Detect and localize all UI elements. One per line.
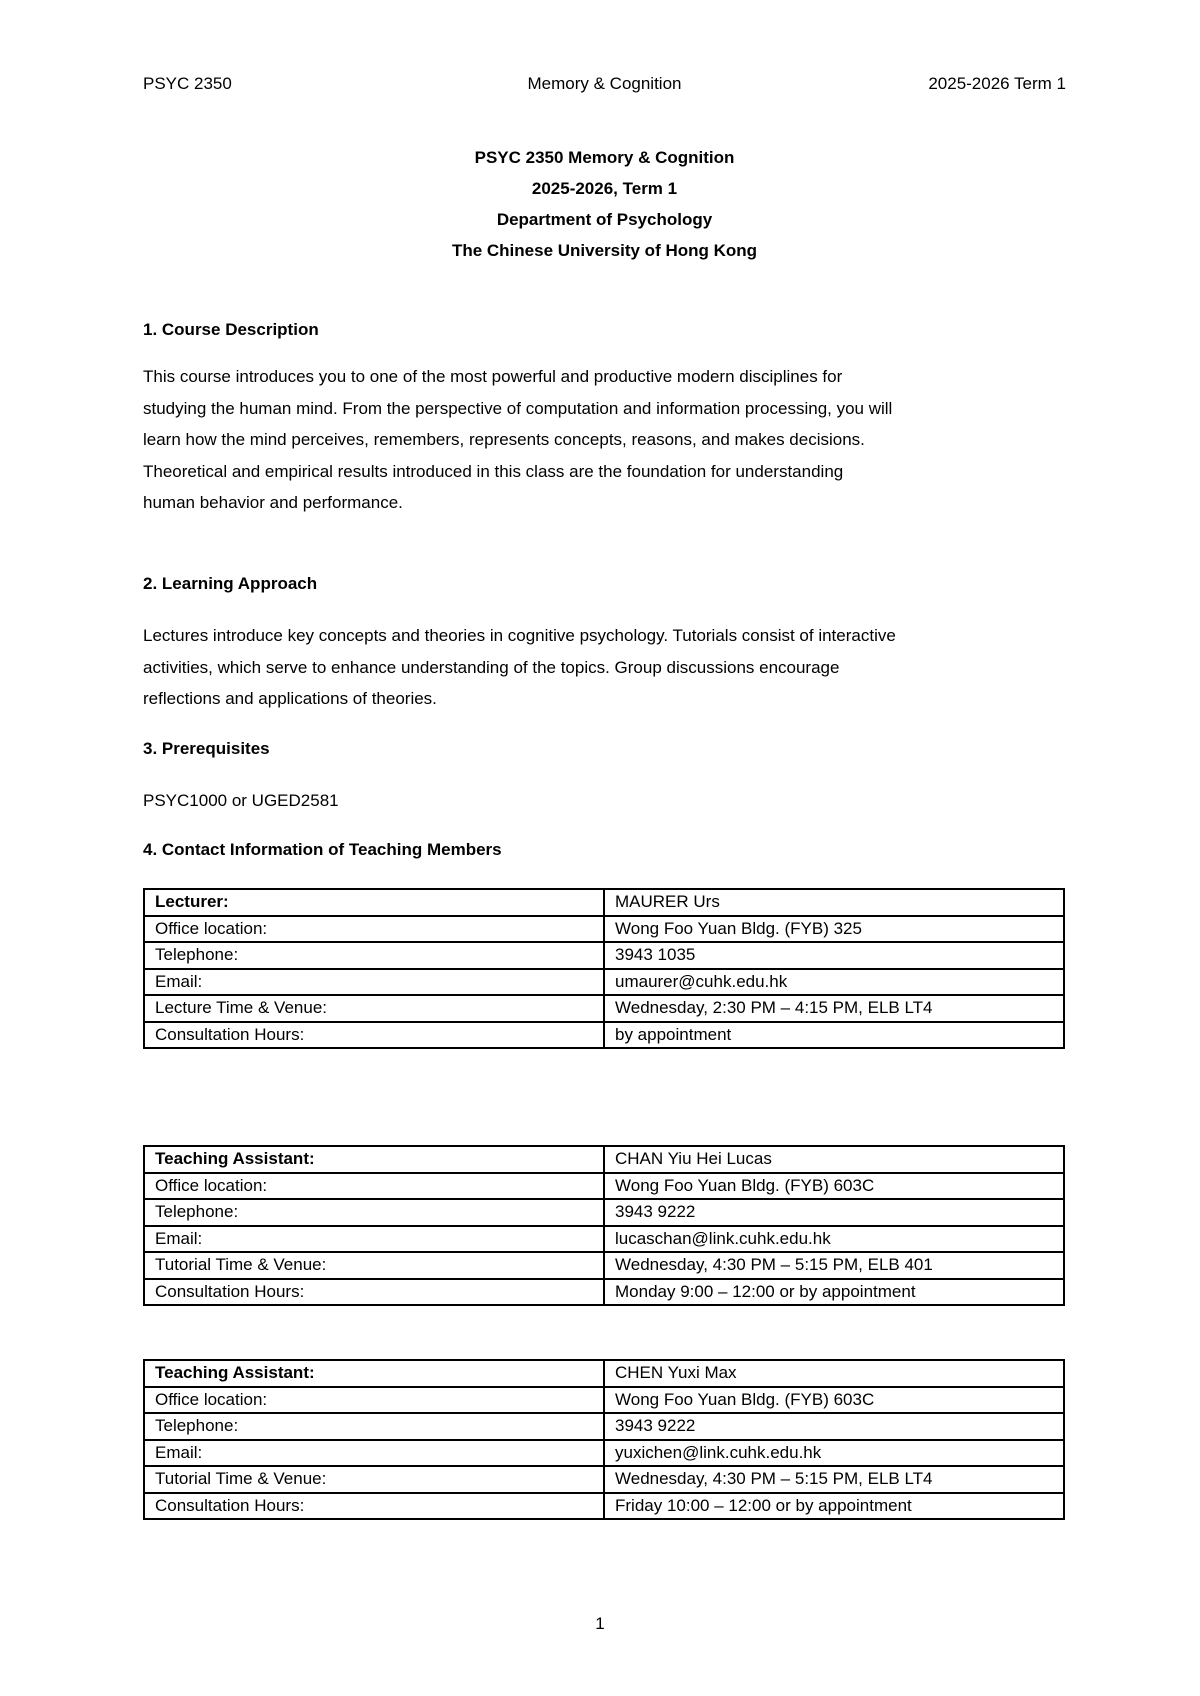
table-row xyxy=(144,889,1064,916)
row-value: Monday 9:00 – 12:00 or by appointment xyxy=(604,1279,1064,1306)
document-title xyxy=(143,146,1066,270)
lecturer-contact-table xyxy=(143,888,1065,1049)
row-value: 3943 9222 xyxy=(604,1199,1064,1226)
row-value: lucaschan@link.cuhk.edu.hk xyxy=(604,1226,1064,1253)
row-label: Office location: xyxy=(144,1173,604,1200)
table-row xyxy=(144,995,1064,1022)
row-label: Telephone: xyxy=(144,1413,604,1440)
row-label: Teaching Assistant: xyxy=(144,1146,604,1173)
table-row xyxy=(144,1226,1064,1253)
heading-course-description: 1. Course Description xyxy=(143,320,319,339)
learning-approach-line: activities, which serve to enhance understanding of the topics. Group discussions encourage xyxy=(143,657,840,677)
row-label: Telephone: xyxy=(144,942,604,969)
table-row xyxy=(144,1146,1064,1173)
course-description-line: learn how the mind perceives, remembers, represents concepts, reasons, and makes decisions. xyxy=(143,430,865,449)
ta-chan-contact-table xyxy=(143,1145,1065,1306)
table-row xyxy=(144,942,1064,969)
row-label: Lecturer: xyxy=(144,889,604,916)
table-row xyxy=(144,1199,1064,1226)
row-value: Wednesday, 4:30 PM – 5:15 PM, ELB LT4 xyxy=(604,1466,1064,1493)
table-row xyxy=(144,1387,1064,1414)
row-label: Tutorial Time & Venue: xyxy=(144,1466,604,1493)
row-label: Teaching Assistant: xyxy=(144,1360,604,1387)
table-row xyxy=(144,1440,1064,1467)
table-row xyxy=(144,1252,1064,1279)
row-value: 3943 1035 xyxy=(604,942,1064,969)
heading-contact-information: 4. Contact Information of Teaching Members xyxy=(143,840,502,859)
row-value: Wong Foo Yuan Bldg. (FYB) 325 xyxy=(604,916,1064,943)
row-value: CHAN Yiu Hei Lucas xyxy=(604,1146,1064,1173)
course-description-paragraph xyxy=(143,361,1073,519)
row-label: Consultation Hours: xyxy=(144,1279,604,1306)
row-label: Office location: xyxy=(144,1387,604,1414)
table-row xyxy=(144,1279,1064,1306)
row-value: Friday 10:00 – 12:00 or by appointment xyxy=(604,1493,1064,1520)
row-label: Lecture Time & Venue: xyxy=(144,995,604,1022)
table-row xyxy=(144,1022,1064,1049)
row-value: yuxichen@link.cuhk.edu.hk xyxy=(604,1440,1064,1467)
title-department: Department of Psychology xyxy=(496,210,713,229)
running-header xyxy=(143,74,1066,98)
ta-chen-contact-table xyxy=(143,1359,1065,1520)
row-label: Email: xyxy=(144,1226,604,1253)
learning-approach-paragraph xyxy=(143,620,1073,715)
row-value: CHEN Yuxi Max xyxy=(604,1360,1064,1387)
row-label: Tutorial Time & Venue: xyxy=(144,1252,604,1279)
table-row xyxy=(144,1173,1064,1200)
learning-approach-line: reflections and applications of theories. xyxy=(143,689,437,708)
table-row xyxy=(144,916,1064,943)
course-description-line: studying the human mind. From the perspective of computation and information processing, you will xyxy=(143,398,893,418)
row-label: Email: xyxy=(144,969,604,996)
page-number: 1 xyxy=(595,1614,605,1633)
row-value: umaurer@cuhk.edu.hk xyxy=(604,969,1064,996)
title-university: The Chinese University of Hong Kong xyxy=(451,241,758,260)
row-value: by appointment xyxy=(604,1022,1064,1049)
learning-approach-line: Lectures introduce key concepts and theories in cognitive psychology. Tutorials consist of interactive xyxy=(143,626,896,645)
row-value: Wong Foo Yuan Bldg. (FYB) 603C xyxy=(604,1387,1064,1414)
row-value: MAURER Urs xyxy=(604,889,1064,916)
row-value: Wednesday, 4:30 PM – 5:15 PM, ELB 401 xyxy=(604,1252,1064,1279)
table-row xyxy=(144,1493,1064,1520)
title-course: PSYC 2350 Memory & Cognition xyxy=(474,148,735,167)
title-term: 2025-2026, Term 1 xyxy=(531,179,678,198)
header-term: 2025-2026 Term 1 xyxy=(928,74,1066,93)
header-course-code: PSYC 2350 xyxy=(143,74,232,93)
row-value: Wong Foo Yuan Bldg. (FYB) 603C xyxy=(604,1173,1064,1200)
header-course-name: Memory & Cognition xyxy=(527,74,682,93)
table-row xyxy=(144,969,1064,996)
course-description-line: human behavior and performance. xyxy=(143,493,403,512)
heading-learning-approach: 2. Learning Approach xyxy=(143,574,318,593)
row-label: Telephone: xyxy=(144,1199,604,1226)
row-label: Consultation Hours: xyxy=(144,1022,604,1049)
row-value: 3943 9222 xyxy=(604,1413,1064,1440)
row-label: Consultation Hours: xyxy=(144,1493,604,1520)
table-row xyxy=(144,1360,1064,1387)
row-label: Email: xyxy=(144,1440,604,1467)
course-description-line: Theoretical and empirical results introduced in this class are the foundation for understanding xyxy=(143,461,844,481)
row-label: Office location: xyxy=(144,916,604,943)
course-description-line: This course introduces you to one of the most powerful and productive modern disciplines for xyxy=(143,367,843,386)
prerequisites-text: PSYC1000 or UGED2581 xyxy=(143,791,339,810)
table-row xyxy=(144,1413,1064,1440)
heading-prerequisites: 3. Prerequisites xyxy=(143,739,270,758)
row-value: Wednesday, 2:30 PM – 4:15 PM, ELB LT4 xyxy=(604,995,1064,1022)
table-row xyxy=(144,1466,1064,1493)
